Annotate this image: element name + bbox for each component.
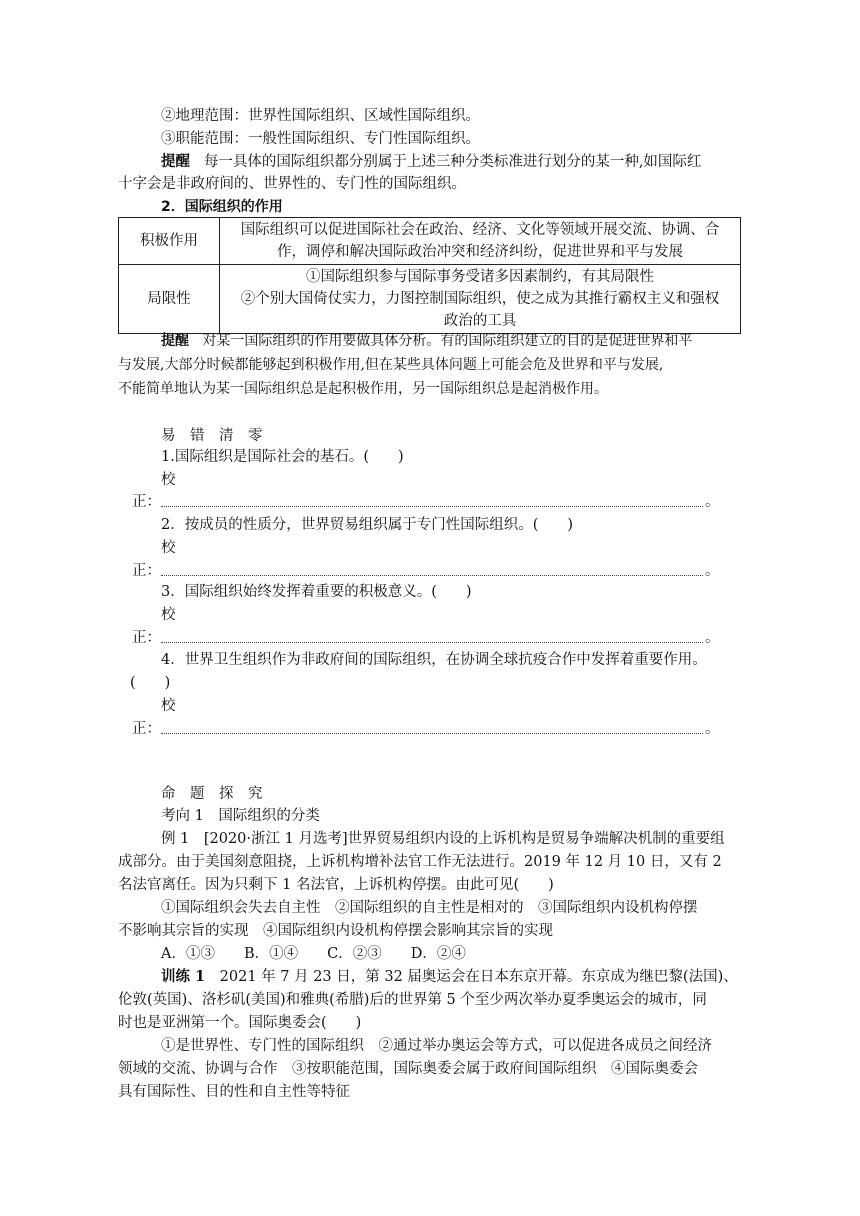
tip-label: 提醒 <box>161 333 189 349</box>
mistake-item-4-paren: ( ) <box>130 675 171 691</box>
training-line <box>161 967 738 987</box>
training-line: ①是世界性、专门性的国际组织 ②通过举办奥运会等方式，可以促进各成员之间经济 <box>161 1038 712 1054</box>
mistake-item-3: 3．国际组织始终发挥着重要的积极意义。( ) <box>161 584 472 600</box>
mistake-item-1: 1.国际组织是国际社会的基石。( ) <box>161 449 404 465</box>
table-row <box>119 218 741 265</box>
correction-label-bottom: 正： <box>132 630 161 646</box>
correction-label-top: 校 <box>161 472 176 488</box>
tip-paragraph-1 <box>161 152 701 172</box>
table-key-positive: 积极作用 <box>119 218 220 265</box>
training-line: 领域的交流、协调与合作 ③按职能范围，国际奥委会属于政府间国际组织 ④国际奥委会 <box>118 1061 698 1077</box>
training-line: 具有国际性、目的性和自主性等特征 <box>118 1084 350 1100</box>
table-line: 作，调停和解决国际政治冲突和经济纠纷，促进世界和平与发展 <box>277 244 683 260</box>
table-line: ②个别大国倚仗实力，力图控制国际组织，使之成为其推行霸权主义和强权 <box>240 291 720 307</box>
table-line: 政治的工具 <box>443 313 517 329</box>
mistakes-heading: 易 错 清 零 <box>161 428 263 444</box>
correction-label-top: 校 <box>161 607 176 623</box>
example-line: 成部分。由于美国刻意阻挠，上诉机构增补法官工作无法进行。2019 年 12 月 10 日，又有 2 <box>118 854 722 870</box>
tip-paragraph-2 <box>161 331 692 351</box>
training-label: 训练 1 <box>161 968 206 985</box>
example-line: 不影响其宗旨的实现 ④国际组织内设机构停摆会影响其宗旨的实现 <box>118 923 553 939</box>
table-line: 国际组织可以促进国际社会在政治、经济、文化等领域开展交流、协调、合 <box>240 222 720 238</box>
mistake-item-2: 2．按成员的性质分，世界贸易组织属于专门性国际组织。( ) <box>161 517 574 533</box>
correction-label-bottom: 正： <box>132 563 161 579</box>
training-text: 2021 年 7 月 23 日，第 32 届奥运会在日本东京开幕。东京成为继巴黎(法国)、 <box>205 969 738 985</box>
role-heading: 2．国际组织的作用 <box>161 199 283 215</box>
tip-text: 每一具体的国际组织都分别属于上述三种分类标准进行划分的某一种,如国际红 <box>203 154 702 170</box>
table-line: ①国际组织参与国际事务受诸多因素制约，有其局限性 <box>306 269 654 285</box>
correction-blank-3[interactable] <box>161 642 703 643</box>
correction-blank-4[interactable] <box>161 733 703 734</box>
correction-blank-1[interactable] <box>161 506 703 507</box>
table-value-limitation <box>220 265 741 334</box>
correction-label-top: 校 <box>161 540 176 556</box>
tip-paragraph-2-cont: 与发展,大部分时候都能够起到积极作用,但在某些具体问题上可能会危及世界和平与发展, <box>118 357 664 373</box>
geo-scope-line: ②地理范围：世界性国际组织、区域性国际组织。 <box>161 108 480 124</box>
tip-label: 提醒 <box>161 153 190 170</box>
table-key-limitation: 局限性 <box>119 265 220 334</box>
correction-blank-2[interactable] <box>161 575 703 576</box>
tip-paragraph-2-cont: 不能简单地认为某一国际组织总是起积极作用，另一国际组织总是起消极作用。 <box>118 381 608 397</box>
period: 。 <box>705 563 720 579</box>
correction-label-top: 校 <box>161 698 176 714</box>
example-line: 例 1 [2020·浙江 1 月选考]世界贸易组织内设的上诉机构是贸易争端解决机制的重要组 <box>161 831 725 847</box>
tip-text: 对某一国际组织的作用要做具体分析。有的国际组织建立的目的是促进世界和平 <box>202 333 693 349</box>
period: 。 <box>705 630 720 646</box>
function-scope-line: ③职能范围：一般性国际组织、专门性国际组织。 <box>161 131 480 147</box>
direction-line: 考向 1 国际组织的分类 <box>161 808 320 824</box>
correction-label-bottom: 正： <box>132 494 161 510</box>
mistake-item-4: 4．世界卫生组织作为非政府间的国际组织，在协调全球抗疫合作中发挥着重要作用。 <box>161 652 707 668</box>
role-table <box>118 217 741 334</box>
tip-paragraph-1-cont: 十字会是非政府间的、世界性的、专门性的国际组织。 <box>118 176 466 192</box>
period: 。 <box>705 721 720 737</box>
training-line: 伦敦(英国)、洛杉矶(美国)和雅典(希腊)后的世界第 5 个至少两次举办夏季奥运会的城市，同 <box>118 992 707 1008</box>
example-options: A．①③ B．①④ C．②③ D．②④ <box>161 946 466 962</box>
training-line: 时也是亚洲第一个。国际奥委会( ) <box>118 1015 362 1031</box>
inquiry-heading: 命 题 探 究 <box>161 786 263 802</box>
example-line: ①国际组织会失去自主性 ②国际组织的自主性是相对的 ③国际组织内设机构停摆 <box>161 900 698 916</box>
example-line: 名法官离任。因为只剩下 1 名法官，上诉机构停摆。由此可见( ) <box>118 877 554 893</box>
table-value-positive <box>220 218 741 265</box>
correction-label-bottom: 正： <box>132 721 161 737</box>
period: 。 <box>705 494 720 510</box>
table-row <box>119 265 741 334</box>
